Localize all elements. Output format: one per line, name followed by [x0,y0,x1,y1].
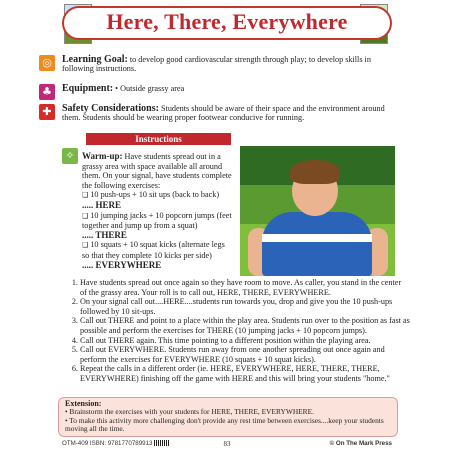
equipment-text: • Outside grassy area [113,84,185,93]
page-title: Here, There, Everywhere [106,9,348,34]
page-number: 83 [223,440,231,448]
equipment-row [42,83,392,98]
safety-row [42,103,392,123]
stretching-person-icon: ✧ [62,148,78,164]
step-item: 2. On your signal call out....HERE....students run towards you, drop and give you the 10 push-ups followed by 10 sit-ups. [80,297,410,316]
exercise-item: ❑ 10 push-ups + 10 sit ups (back to back) ..... HERE [82,190,220,210]
instructions-heading: Instructions [86,133,231,145]
title-banner [62,6,392,40]
target-icon: ◎ [39,55,55,71]
step-item: 3. Call out THERE and point to a place within the play area. Students run over to the position as fast as possible and perform the exercises for THERE (10 jumping jacks + 10 popcorn jumps). [80,316,410,335]
first-aid-cross-icon: ✚ [39,104,55,120]
extension-label: Extension: [65,399,102,408]
boy-hair [290,160,340,184]
extension-item: • Brainstorm the exercises with your students for HERE, THERE, EVERYWHERE. [65,407,314,417]
warmup-block [82,152,234,270]
publisher: © On The Mark Press [329,440,392,447]
extension-box [58,397,398,437]
warmup-text: Have students spread out in a grassy area with space available all around them. On your signal, have students complete the following exercises: [82,152,232,190]
equipment-icon: ♣ [39,84,55,100]
extension-item: • To make this activity more challenging don't provide any rest time between exercises....keep your students moving all the time. [65,415,384,434]
footer-code: OTM-409 ISBN: 9781770789913 [62,440,170,447]
step-item: 4. Call out THERE again. This time pointing to a different position within the playing area. [80,336,410,346]
instruction-steps [66,278,410,384]
equipment-label: Equipment: [62,83,114,94]
learning-goal-label: Learning Goal: [62,54,128,65]
checkbox-icon: ❑ [82,211,89,220]
step-item: 6. Repeat the calls in a different order (ie. HERE, EVERYWHERE, HERE, THERE, THERE, EVERYWHERE) finishing off the game with HERE and this will bring your students "home." [80,364,410,383]
safety-text: Students should be aware of their space and the environment around them. Students should be wearing proper footwear conducive for running. [62,104,385,123]
exercise-item: ❑ 10 jumping jacks + 10 popcorn jumps (feet together and jump up from a squat) ..... THERE [82,210,232,240]
learning-goal-text: to develop good cardiovascular strength through play; to develop skills in following instructions. [62,55,371,74]
step-item: 1. Have students spread out once again so they have room to move. As caller, you stand in the center of the grassy area. Your roll is to call out, HERE, THERE, EVERYWHERE. [80,278,410,297]
safety-label: Safety Considerations: [62,103,159,114]
step-item: 5. Call out EVERYWHERE. Students run away from one another spreading out once again and perform the exercises for EVERYWHERE (10 squats + 10 squat kicks). [80,345,410,364]
checkbox-icon: ❑ [82,241,89,250]
exercise-item: ❑ 10 squats + 10 squat kicks (alternate legs so that they complete 10 kicks per side) ..... EVERYWHERE [82,240,225,270]
learning-goal-row [42,54,392,74]
boy-pushup-photo [240,146,395,276]
boy-shirt [262,212,372,276]
shirt-stripe [262,234,372,242]
warmup-label: Warm-up: [82,151,123,161]
checkbox-icon: ❑ [82,191,89,200]
